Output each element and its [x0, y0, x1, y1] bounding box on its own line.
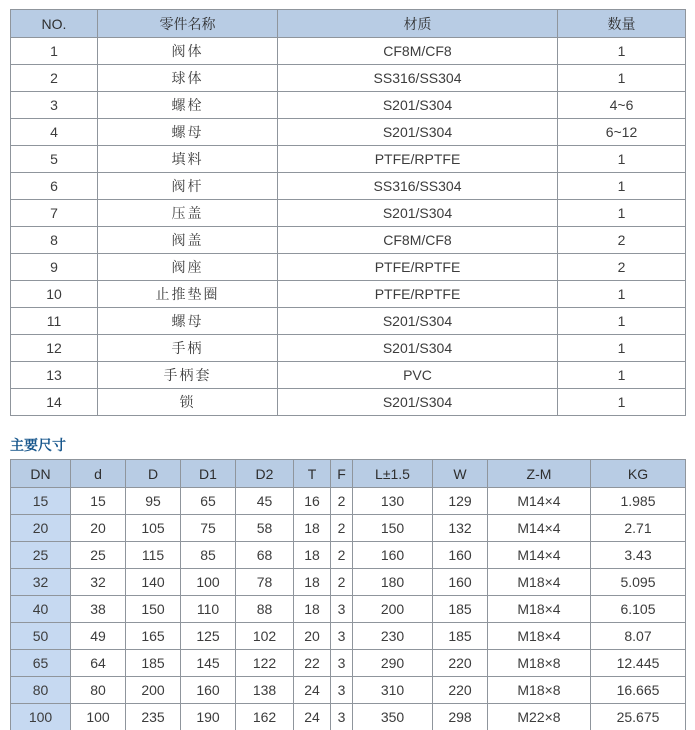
table-cell: 200 — [353, 596, 433, 623]
table-row — [11, 677, 686, 704]
table-cell: 1 — [558, 281, 686, 308]
table-cell: 45 — [236, 488, 294, 515]
header-row — [11, 460, 686, 488]
table-cell: 140 — [126, 569, 181, 596]
table-cell: 1 — [558, 308, 686, 335]
table-cell: 220 — [433, 650, 488, 677]
table-cell: M18×8 — [488, 650, 591, 677]
table-cell: 58 — [236, 515, 294, 542]
table-cell: PTFE/RPTFE — [278, 146, 558, 173]
table-cell: M18×4 — [488, 569, 591, 596]
table-cell: 18 — [294, 515, 331, 542]
table-cell: 4~6 — [558, 92, 686, 119]
table-cell: 20 — [11, 515, 71, 542]
table-cell: 95 — [126, 488, 181, 515]
table-cell: 180 — [353, 569, 433, 596]
table-cell: 122 — [236, 650, 294, 677]
table-cell: 1 — [558, 146, 686, 173]
table-cell: 1 — [558, 200, 686, 227]
table-cell: 22 — [294, 650, 331, 677]
column-header: 零件名称 — [98, 10, 278, 38]
table-cell: 310 — [353, 677, 433, 704]
table-cell: 2 — [331, 488, 353, 515]
table-cell: 40 — [11, 596, 71, 623]
table-cell: 38 — [71, 596, 126, 623]
table-cell: S201/S304 — [278, 119, 558, 146]
table-cell: 螺栓 — [98, 92, 278, 119]
table-cell: 螺母 — [98, 119, 278, 146]
table-cell: 阀座 — [98, 254, 278, 281]
column-header: KG — [591, 460, 686, 488]
table-cell: 145 — [181, 650, 236, 677]
table-row — [11, 623, 686, 650]
column-header: D1 — [181, 460, 236, 488]
table-cell: 235 — [126, 704, 181, 730]
table-cell: 80 — [71, 677, 126, 704]
table-cell: 2 — [558, 254, 686, 281]
table-cell: 88 — [236, 596, 294, 623]
column-header: L±1.5 — [353, 460, 433, 488]
table-cell: 9 — [11, 254, 98, 281]
table-cell: 1.985 — [591, 488, 686, 515]
table-row — [11, 227, 686, 254]
table-cell: 手柄套 — [98, 362, 278, 389]
table-cell: S201/S304 — [278, 308, 558, 335]
parts-table — [10, 9, 686, 416]
table-cell: 160 — [433, 542, 488, 569]
table-cell: 15 — [11, 488, 71, 515]
table-cell: 185 — [126, 650, 181, 677]
table-cell: 15 — [71, 488, 126, 515]
table-cell: 129 — [433, 488, 488, 515]
column-header: D — [126, 460, 181, 488]
table-cell: 290 — [353, 650, 433, 677]
table-cell: 1 — [558, 173, 686, 200]
table-cell: 16 — [294, 488, 331, 515]
table-row — [11, 200, 686, 227]
table-cell: M18×4 — [488, 623, 591, 650]
column-header: Z-M — [488, 460, 591, 488]
table-row — [11, 119, 686, 146]
table-cell: 12 — [11, 335, 98, 362]
table-row — [11, 281, 686, 308]
table-cell: M14×4 — [488, 488, 591, 515]
column-header: W — [433, 460, 488, 488]
table-cell: 85 — [181, 542, 236, 569]
table-cell: 105 — [126, 515, 181, 542]
table-cell: 16.665 — [591, 677, 686, 704]
table-cell: 18 — [294, 596, 331, 623]
table-cell: 1 — [558, 38, 686, 65]
table-cell: 138 — [236, 677, 294, 704]
table-cell: 阀杆 — [98, 173, 278, 200]
table-cell: 13 — [11, 362, 98, 389]
table-cell: 150 — [126, 596, 181, 623]
table-row — [11, 569, 686, 596]
table-cell: 11 — [11, 308, 98, 335]
table-cell: 25 — [11, 542, 71, 569]
column-header: d — [71, 460, 126, 488]
table-cell: 3.43 — [591, 542, 686, 569]
table-row — [11, 704, 686, 730]
table-cell: 手柄 — [98, 335, 278, 362]
table-cell: 3 — [331, 677, 353, 704]
table-cell: 25 — [71, 542, 126, 569]
table-cell: 160 — [181, 677, 236, 704]
table-cell: 3 — [331, 623, 353, 650]
table-cell: 2 — [11, 65, 98, 92]
column-header: 材质 — [278, 10, 558, 38]
table-cell: 3 — [331, 650, 353, 677]
table-cell: 125 — [181, 623, 236, 650]
table-cell: PVC — [278, 362, 558, 389]
table-cell: SS316/SS304 — [278, 173, 558, 200]
table-cell: 25.675 — [591, 704, 686, 730]
table-row — [11, 542, 686, 569]
table-cell: 6~12 — [558, 119, 686, 146]
table-cell: 190 — [181, 704, 236, 730]
table-row — [11, 596, 686, 623]
column-header: D2 — [236, 460, 294, 488]
table-cell: 110 — [181, 596, 236, 623]
table-cell: 10 — [11, 281, 98, 308]
table-cell: S201/S304 — [278, 335, 558, 362]
table-cell: 6.105 — [591, 596, 686, 623]
table-cell: M22×8 — [488, 704, 591, 730]
table-cell: 8.07 — [591, 623, 686, 650]
table-cell: 止推垫圈 — [98, 281, 278, 308]
table-cell: 130 — [353, 488, 433, 515]
table-cell: 2 — [331, 569, 353, 596]
column-header: 数量 — [558, 10, 686, 38]
table-cell: M14×4 — [488, 515, 591, 542]
table-cell: 32 — [71, 569, 126, 596]
table-row — [11, 650, 686, 677]
table-cell: 185 — [433, 623, 488, 650]
table-row — [11, 362, 686, 389]
column-header: DN — [11, 460, 71, 488]
table-cell: 162 — [236, 704, 294, 730]
table-cell: S201/S304 — [278, 200, 558, 227]
header-row — [11, 10, 686, 38]
table-cell: 160 — [353, 542, 433, 569]
table-cell: 298 — [433, 704, 488, 730]
table-row — [11, 308, 686, 335]
table-row — [11, 254, 686, 281]
column-header: T — [294, 460, 331, 488]
table-cell: PTFE/RPTFE — [278, 281, 558, 308]
table-cell: 球体 — [98, 65, 278, 92]
table-row — [11, 335, 686, 362]
table-cell: 1 — [558, 362, 686, 389]
table-cell: 阀体 — [98, 38, 278, 65]
table-cell: CF8M/CF8 — [278, 38, 558, 65]
dimensions-table — [10, 459, 686, 730]
table-cell: 100 — [11, 704, 71, 730]
table-cell: M18×4 — [488, 596, 591, 623]
table-cell: 4 — [11, 119, 98, 146]
table-cell: 102 — [236, 623, 294, 650]
table-cell: 1 — [558, 65, 686, 92]
table-cell: 220 — [433, 677, 488, 704]
table-cell: 65 — [11, 650, 71, 677]
table-cell: 78 — [236, 569, 294, 596]
table-row — [11, 389, 686, 416]
table-cell: 65 — [181, 488, 236, 515]
table-cell: 3 — [331, 704, 353, 730]
column-header: NO. — [11, 10, 98, 38]
table-cell: 1 — [558, 389, 686, 416]
table-row — [11, 65, 686, 92]
table-cell: 350 — [353, 704, 433, 730]
table-cell: 185 — [433, 596, 488, 623]
table-cell: 3 — [11, 92, 98, 119]
table-cell: 5.095 — [591, 569, 686, 596]
table-cell: 230 — [353, 623, 433, 650]
table-cell: PTFE/RPTFE — [278, 254, 558, 281]
table-cell: 75 — [181, 515, 236, 542]
table-row — [11, 515, 686, 542]
table-cell: 165 — [126, 623, 181, 650]
table-row — [11, 146, 686, 173]
table-cell: 锁 — [98, 389, 278, 416]
table-cell: 18 — [294, 569, 331, 596]
table-cell: CF8M/CF8 — [278, 227, 558, 254]
table-cell: 18 — [294, 542, 331, 569]
table-cell: M18×8 — [488, 677, 591, 704]
table-cell: 压盖 — [98, 200, 278, 227]
table-cell: 150 — [353, 515, 433, 542]
table-cell: 14 — [11, 389, 98, 416]
table-cell: 24 — [294, 677, 331, 704]
table-cell: 1 — [11, 38, 98, 65]
table-cell: 80 — [11, 677, 71, 704]
table-cell: 68 — [236, 542, 294, 569]
table-row — [11, 38, 686, 65]
table-cell: M14×4 — [488, 542, 591, 569]
table-cell: 8 — [11, 227, 98, 254]
dimensions-section-title: 主要尺寸 — [10, 437, 66, 453]
table-cell: 螺母 — [98, 308, 278, 335]
table-cell: 160 — [433, 569, 488, 596]
table-cell: 3 — [331, 596, 353, 623]
table-cell: 20 — [294, 623, 331, 650]
table-cell: 12.445 — [591, 650, 686, 677]
table-cell: 2 — [331, 542, 353, 569]
table-cell: 64 — [71, 650, 126, 677]
table-cell: 阀盖 — [98, 227, 278, 254]
table-cell: 200 — [126, 677, 181, 704]
table-cell: 50 — [11, 623, 71, 650]
table-cell: 6 — [11, 173, 98, 200]
table-row — [11, 92, 686, 119]
table-cell: 49 — [71, 623, 126, 650]
table-cell: S201/S304 — [278, 389, 558, 416]
table-cell: 32 — [11, 569, 71, 596]
table-cell: S201/S304 — [278, 92, 558, 119]
column-header: F — [331, 460, 353, 488]
table-cell: 5 — [11, 146, 98, 173]
table-cell: 7 — [11, 200, 98, 227]
table-row — [11, 173, 686, 200]
table-cell: SS316/SS304 — [278, 65, 558, 92]
table-cell: 填料 — [98, 146, 278, 173]
table-cell: 2.71 — [591, 515, 686, 542]
table-cell: 2 — [558, 227, 686, 254]
table-cell: 24 — [294, 704, 331, 730]
table-cell: 2 — [331, 515, 353, 542]
table-cell: 100 — [71, 704, 126, 730]
table-cell: 1 — [558, 335, 686, 362]
table-row — [11, 488, 686, 515]
table-cell: 115 — [126, 542, 181, 569]
table-cell: 20 — [71, 515, 126, 542]
table-cell: 100 — [181, 569, 236, 596]
table-cell: 132 — [433, 515, 488, 542]
